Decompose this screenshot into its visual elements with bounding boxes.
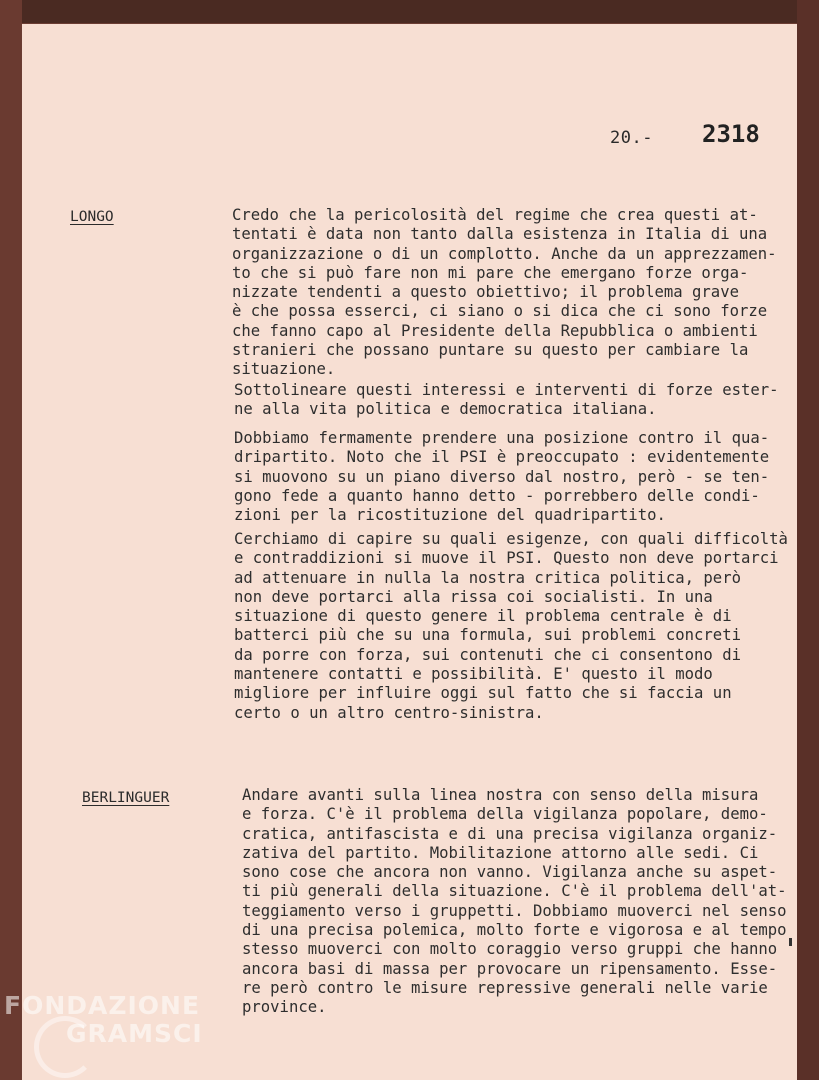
gramsci-logo-icon <box>34 1016 96 1078</box>
berlinguer-paragraph-1: Andare avanti sulla linea nostra con senso della misura e forza. C'è il problema della vigilanza popolare, demo- cratica, antifascista e di una precisa vigilanza organiz- zativa del partito. Mobilitazione attorno alle sedi. Ci sono cose che ancora non vanno. Vigilanza anche su aspet- ti più generali della situazione. C'è il problema dell'at- teggiamento verso i gruppetti. Dobbiamo muoverci nel senso di una precisa polemica, molto forte e vigorosa e al tempo stesso muoverci con molto coraggio verso gruppi che hanno ancora basi di massa per provocare un ripensamento. Esse- re però contro le misure repressive generali nelle varie province. <box>242 786 787 1017</box>
staple-mark <box>789 938 792 946</box>
watermark-line-1: FONDAZIONE <box>4 991 201 1020</box>
scan-left-edge <box>0 0 22 1080</box>
watermark-line-2: GRAMSCI <box>66 1019 203 1048</box>
watermark-logo <box>4 992 203 1048</box>
scan-right-edge <box>797 0 819 1080</box>
archive-number: 2318 <box>702 120 760 148</box>
longo-paragraph-3: Dobbiamo fermamente prendere una posizione contro il qua- dripartito. Noto che il PSI è preoccupato : evidentemente si muovono su un piano diverso dal nostro, però - se ten- gono fede a quanto hanno detto - porrebbero delle condi- zioni per la ricostituzione del quadripartito. <box>234 429 770 525</box>
speaker-name-longo: LONGO <box>70 209 114 225</box>
longo-paragraph-1: Credo che la pericolosità del regime che crea questi at- tentati è data non tanto dalla esistenza in Italia di una organizzazione o di un complotto. Anche da un apprezzamen- to che si può fare non mi pare che emergano forze orga- nizzate tendenti a questo obiettivo; il problema grave è che possa esserci, ci siano o si dica che ci sono forze che fanno capo al Presidente della Repubblica o ambienti stranieri che possano puntare su questo per cambiare la situazione. <box>232 206 777 379</box>
longo-paragraph-4: Cerchiamo di capire su quali esigenze, con quali difficoltà e contraddizioni si muove il PSI. Questo non deve portarci ad attenuare in nulla la nostra critica politica, però non deve portarci alla rissa coi socialisti. In una situazione di questo genere il problema centrale è di batterci più che su una formula, sui problemi concreti da porre con forza, sui contenuti che ci consentono di mantenere contatti e possibilità. E' questo il modo migliore per influire oggi sul fatto che si faccia un certo o un altro centro-sinistra. <box>234 530 788 722</box>
speaker-name-berlinguer: BERLINGUER <box>82 790 170 806</box>
page-number: 20.- <box>610 128 653 148</box>
longo-paragraph-2: Sottolineare questi interessi e interventi di forze ester- ne alla vita politica e democratica italiana. <box>234 381 779 419</box>
